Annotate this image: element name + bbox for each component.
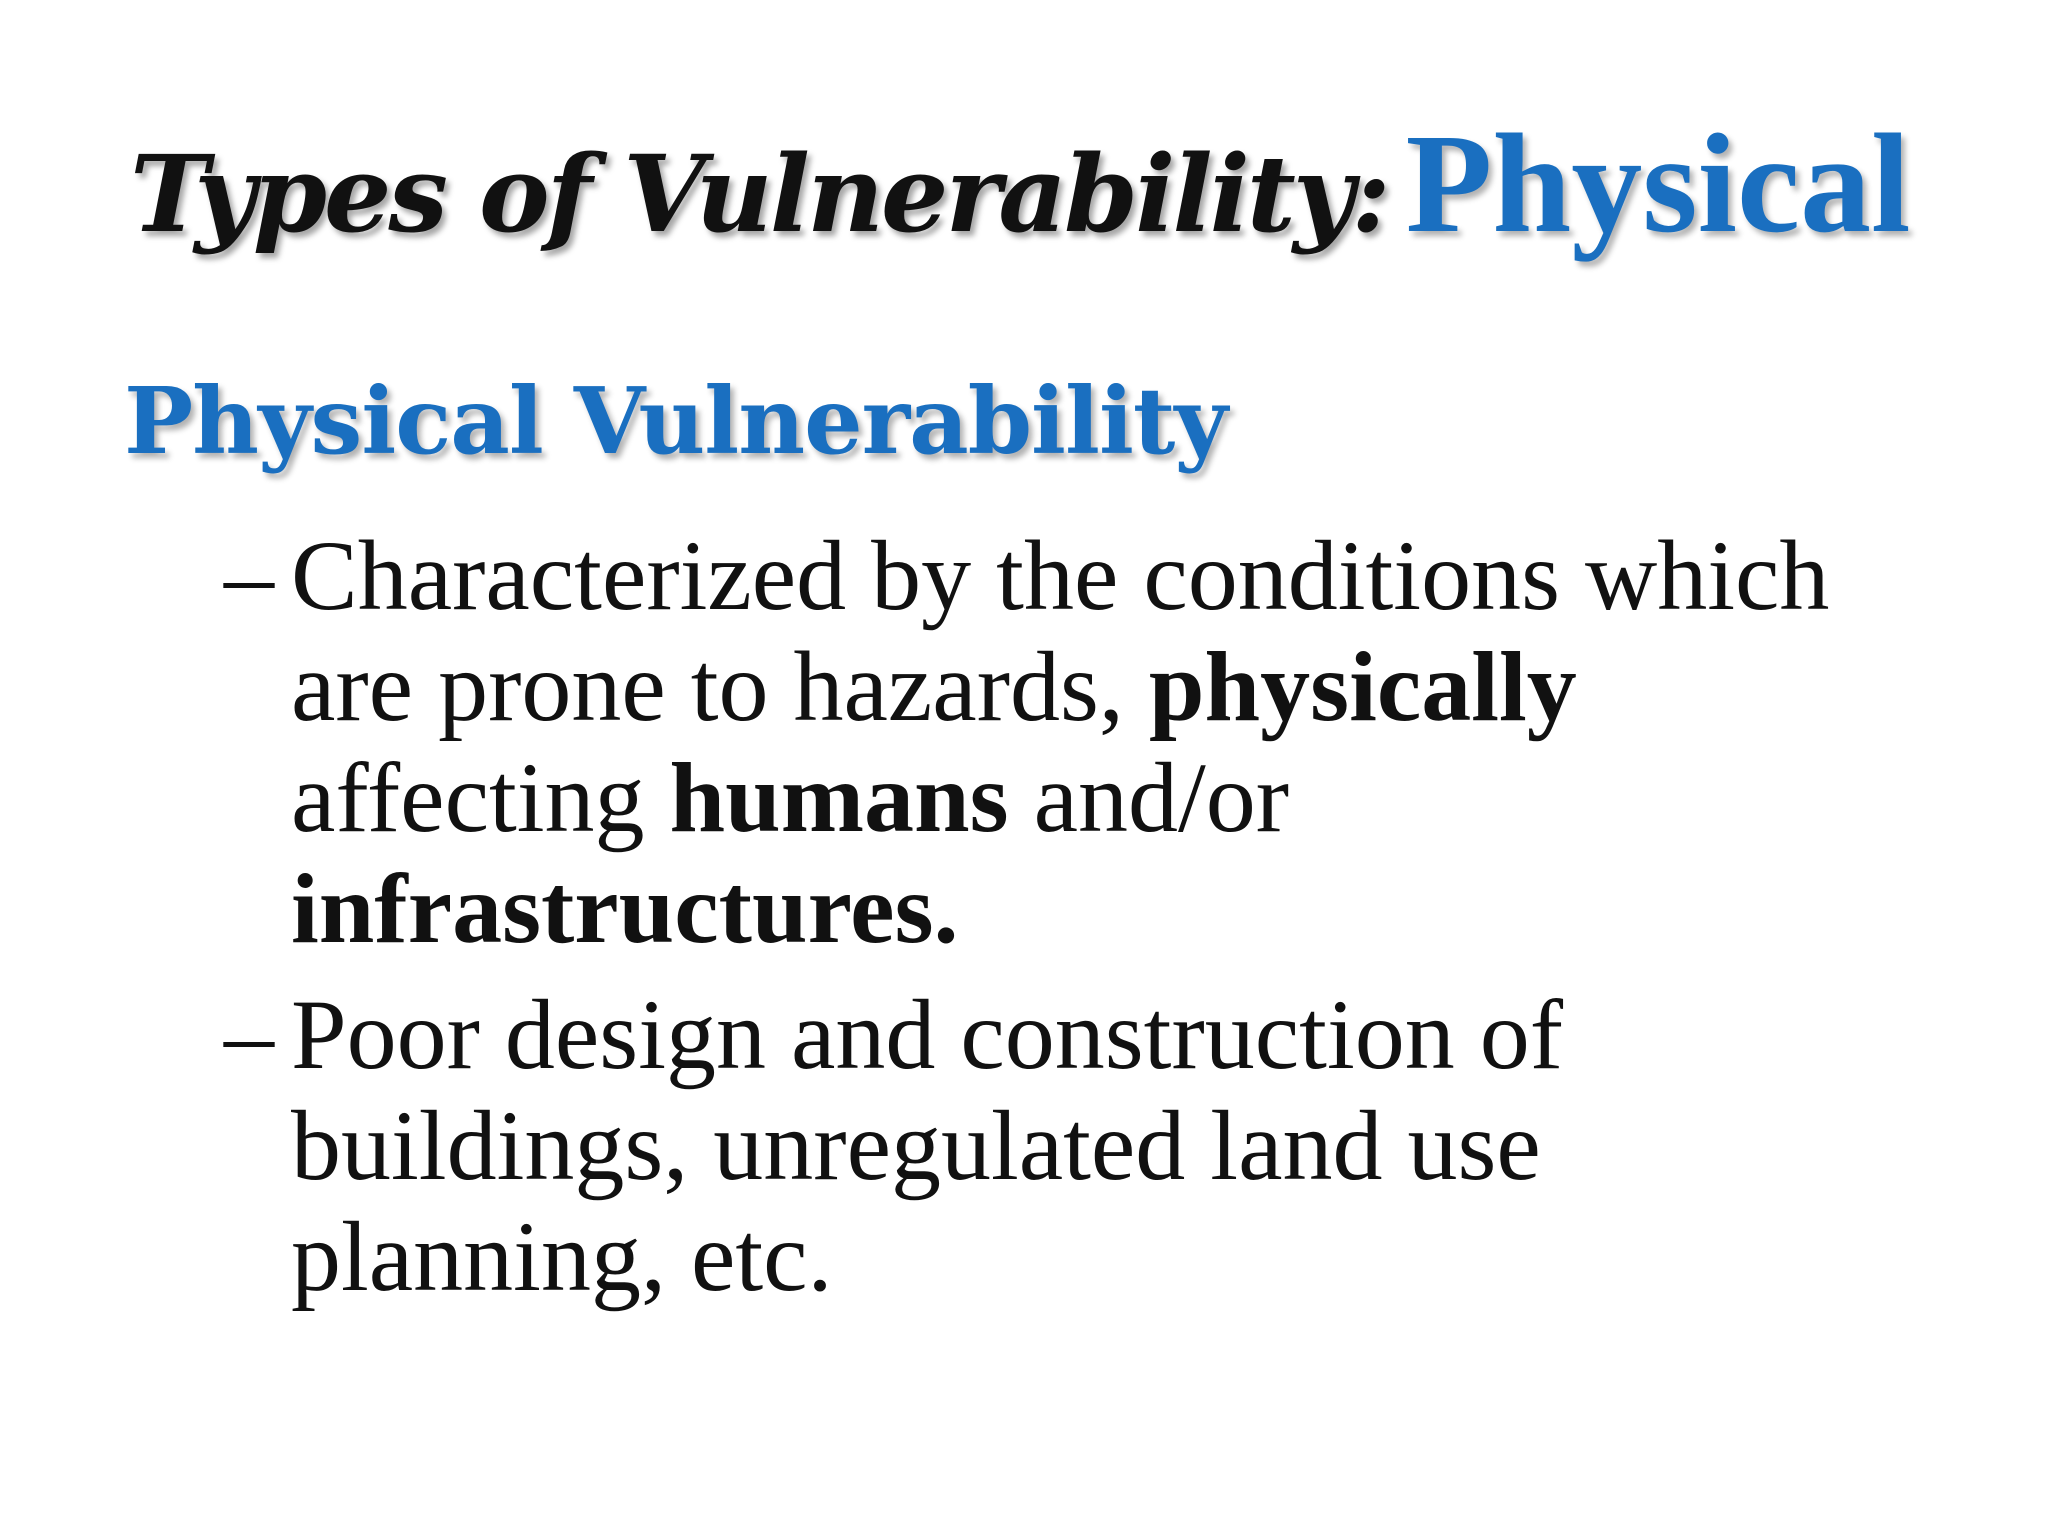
bullet-emphasis: infrastructures. xyxy=(291,853,959,964)
dash-bullet-icon: – xyxy=(224,979,274,1090)
section-heading: Physical Vulnerability xyxy=(124,367,1227,475)
bullet-emphasis: humans xyxy=(669,742,1009,853)
bullet-text-part: affecting xyxy=(291,742,670,853)
bullet-item xyxy=(224,520,1864,964)
bullet-text-part: and/or xyxy=(1008,742,1290,853)
dash-bullet-icon: – xyxy=(224,520,274,631)
bullet-text xyxy=(291,520,1829,964)
bullet-list xyxy=(224,520,1864,1327)
bullet-emphasis: physically xyxy=(1148,631,1577,742)
slide-title xyxy=(130,104,1911,262)
bullet-text: Poor design and construction of buildings, unregulated land use planning, etc. xyxy=(291,979,1564,1312)
title-lead: Types of Vulnerability: xyxy=(130,131,1388,256)
bullet-text-part: Characterized by the conditions which are prone to hazards, xyxy=(291,520,1830,742)
title-accent: Physical xyxy=(1405,104,1911,262)
bullet-item xyxy=(224,979,1864,1312)
